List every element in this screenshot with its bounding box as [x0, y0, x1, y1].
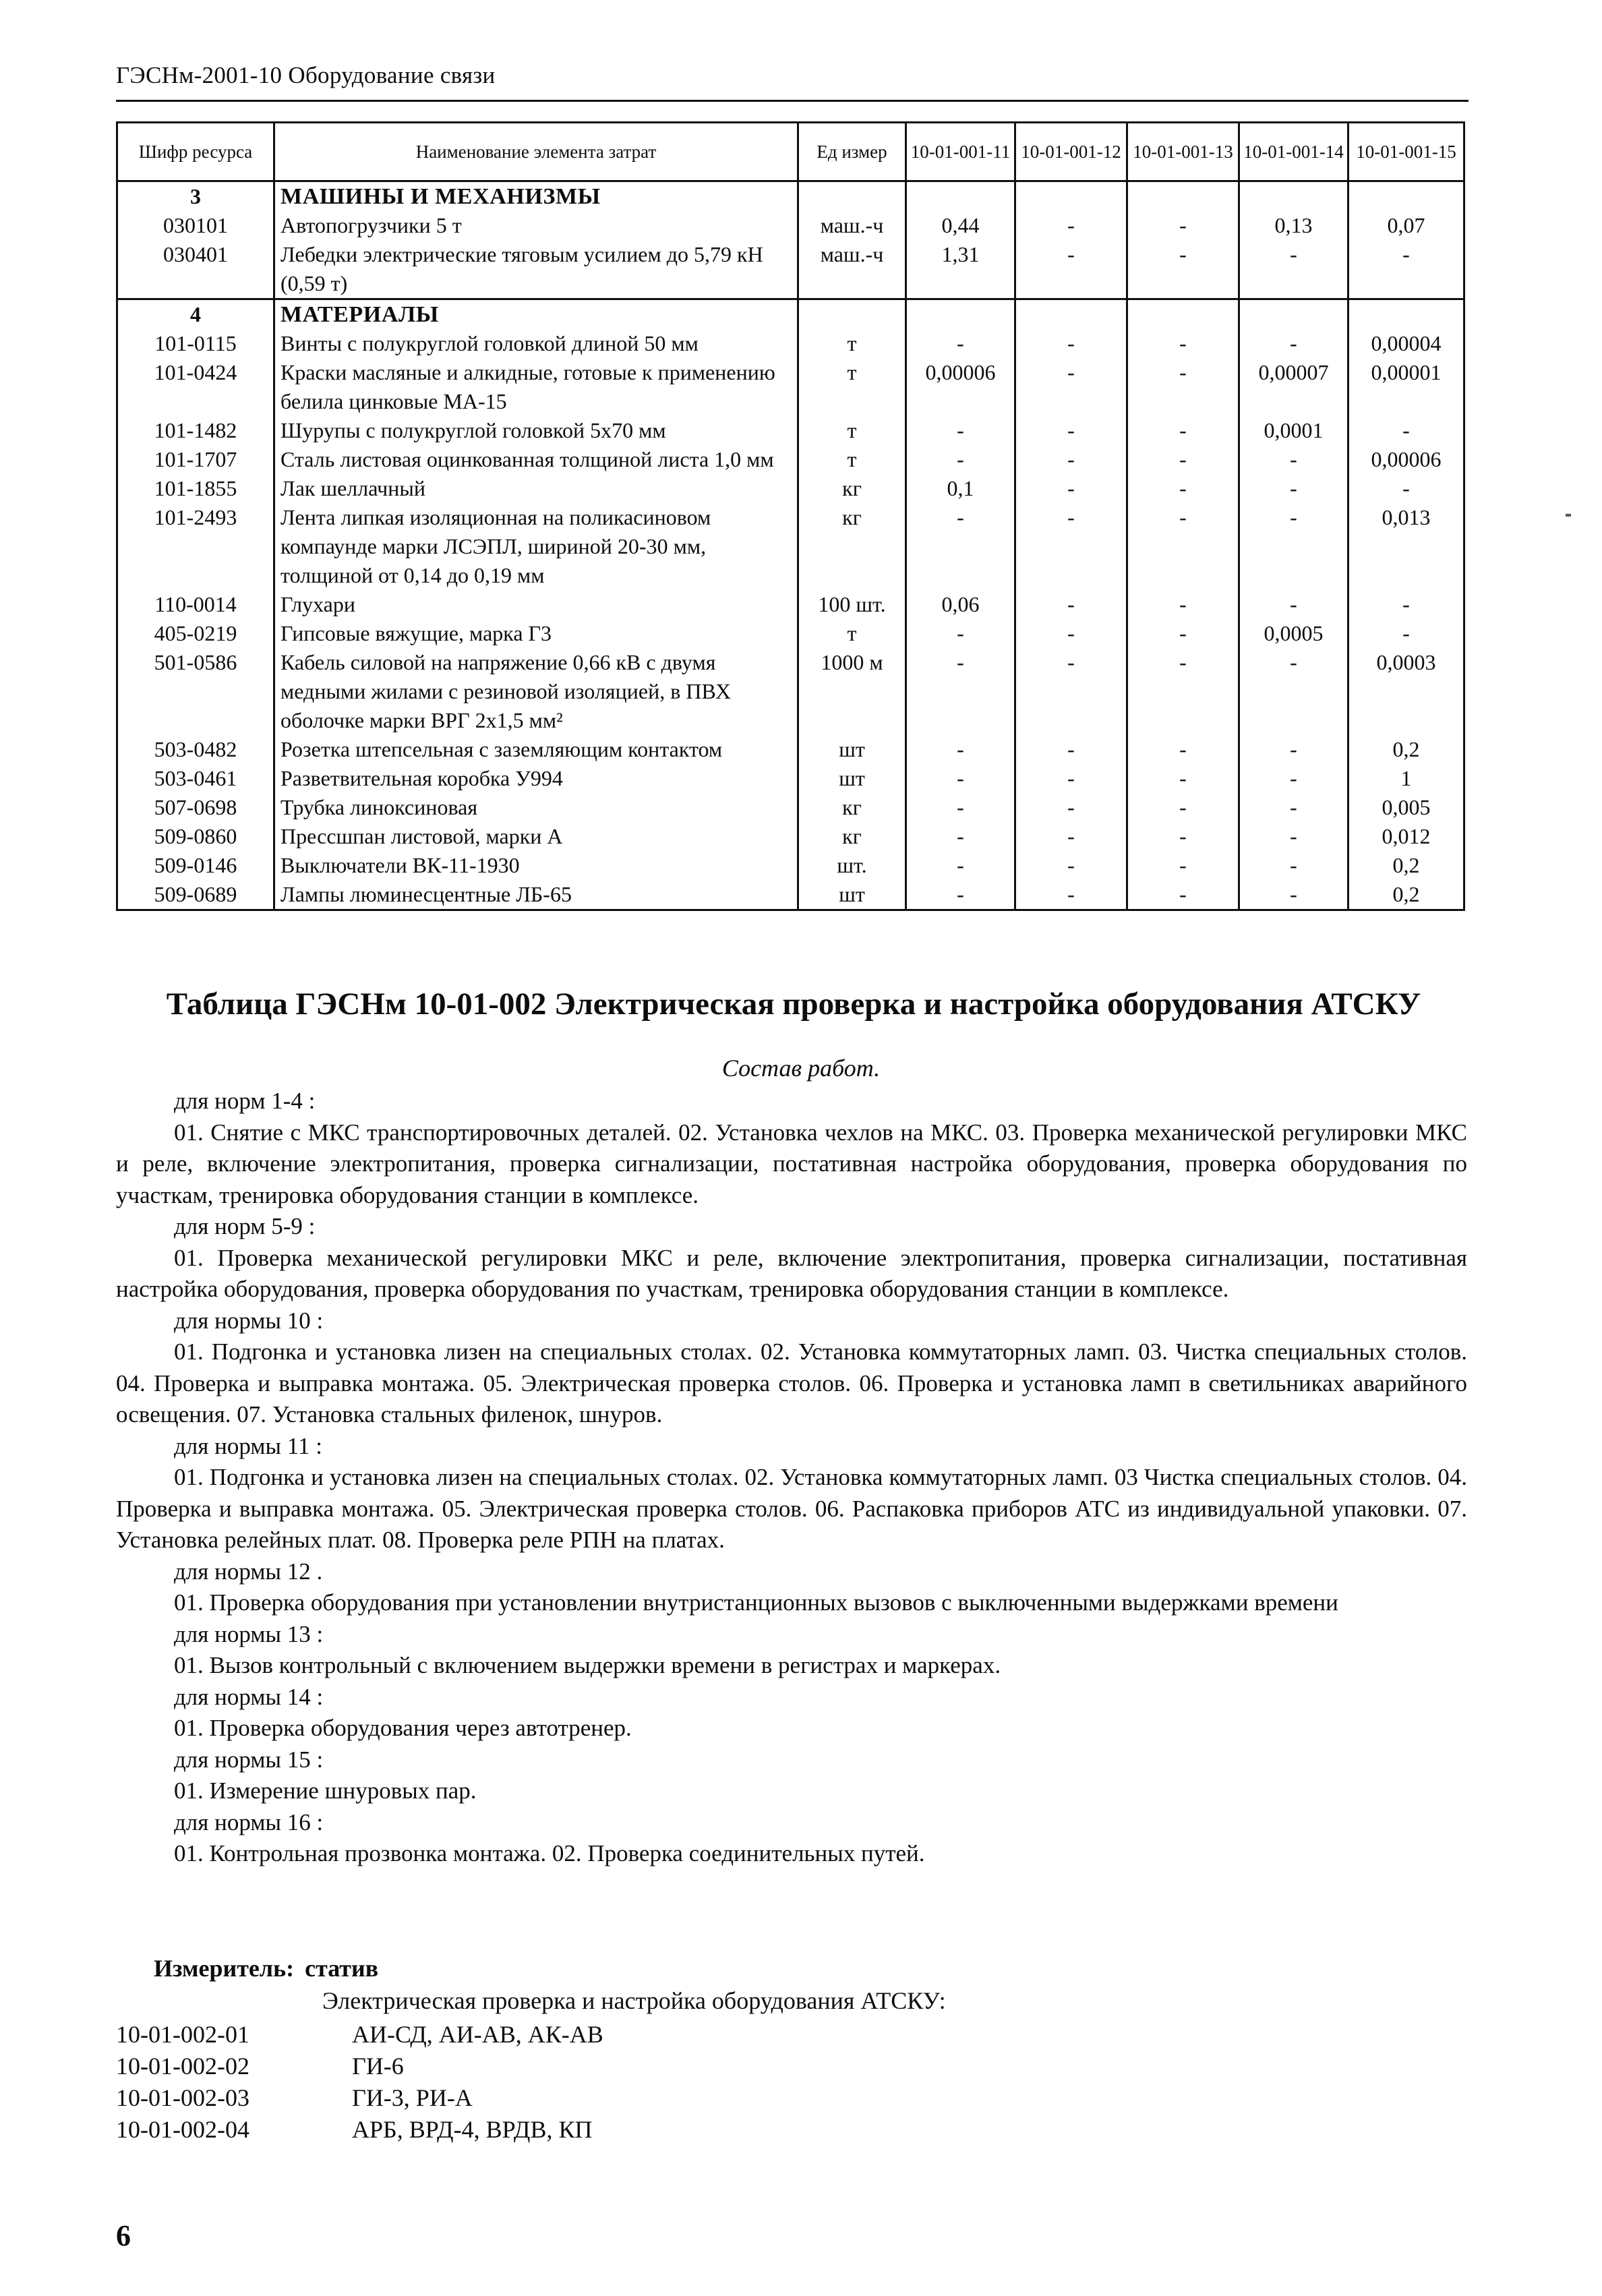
resource-value: 0,13 [1239, 211, 1348, 240]
resource-value: 1,31 [906, 240, 1015, 299]
resource-value: - [1239, 851, 1348, 880]
column-header: 10-01-001-14 [1239, 123, 1348, 181]
resource-value: 0,00006 [1348, 445, 1464, 474]
table-row [117, 474, 1464, 503]
resource-code: 110-0014 [117, 590, 274, 619]
resource-value: - [1239, 880, 1348, 910]
norm-code: 10-01-002-02 [116, 2053, 249, 2080]
section-number: 4 [117, 299, 274, 330]
works-list [116, 1086, 1467, 1870]
resource-value: - [1348, 474, 1464, 503]
resource-value: - [1127, 822, 1239, 851]
resource-code: 509-0860 [117, 822, 274, 851]
resource-value: 0,00006 [906, 358, 1015, 416]
resource-value: - [906, 851, 1015, 880]
resource-name: Сталь листовая оцинкованная толщиной листа 1,0 мм [274, 445, 798, 474]
table-row [117, 793, 1464, 822]
column-header: 10-01-001-15 [1348, 123, 1464, 181]
resource-value: - [1127, 851, 1239, 880]
empty-cell [1015, 299, 1127, 330]
resource-value: - [1127, 329, 1239, 358]
table-row [117, 822, 1464, 851]
list-item [116, 2114, 603, 2146]
table-body [117, 181, 1464, 910]
resource-value: - [1015, 358, 1127, 416]
norm-list [116, 2019, 603, 2146]
running-header: ГЭСНм-2001-10 Оборудование связи [116, 62, 496, 88]
resource-value: - [1239, 735, 1348, 764]
norm-heading: для нормы 16 : [174, 1808, 324, 1835]
resource-name: Лебедки электрические тяговым усилием до 5,79 кН (0,59 т) [274, 240, 798, 299]
resource-unit: кг [798, 793, 906, 822]
resource-value: 1 [1348, 764, 1464, 793]
column-header: Ед измер [798, 123, 906, 181]
norm-heading: для норм 5-9 : [174, 1213, 316, 1239]
norm-heading: для нормы 15 : [174, 1746, 324, 1773]
resource-value: - [1015, 793, 1127, 822]
resource-value: - [1015, 329, 1127, 358]
resource-value: 0,0001 [1239, 416, 1348, 445]
resource-value: - [1239, 445, 1348, 474]
resource-code: 503-0461 [117, 764, 274, 793]
resource-value: 0,0003 [1348, 648, 1464, 735]
resource-value: - [1015, 211, 1127, 240]
table-row [117, 416, 1464, 445]
empty-cell [798, 299, 906, 330]
resource-value: - [1239, 329, 1348, 358]
composition-label: Состав работ. [721, 1055, 881, 1082]
table-row [117, 445, 1464, 474]
norm-name: ГИ-3, РИ-А [352, 2084, 473, 2111]
table-header-row [117, 123, 1464, 181]
empty-cell [906, 181, 1015, 212]
table-row [117, 590, 1464, 619]
resource-unit: шт [798, 764, 906, 793]
resource-code: 101-2493 [117, 503, 274, 590]
resource-value: - [906, 735, 1015, 764]
table-row [117, 764, 1464, 793]
list-item [116, 2019, 603, 2051]
norm-name: АИ-СД, АИ-АВ, АК-АВ [352, 2021, 603, 2048]
resource-value: 0,1 [906, 474, 1015, 503]
table-row [117, 851, 1464, 880]
resource-value: - [906, 445, 1015, 474]
resource-name: Кабель силовой на напряжение 0,66 кВ с двумя медными жилами с резиновой изоляцией, в ПВХ оболочке марки ВРГ 2х1,5 мм² [274, 648, 798, 735]
resource-value: - [1127, 474, 1239, 503]
resource-name: Разветвительная коробка У994 [274, 764, 798, 793]
norm-code: 10-01-002-01 [116, 2021, 249, 2048]
resource-value: - [1127, 416, 1239, 445]
resource-value: - [1015, 735, 1127, 764]
section-number: 3 [117, 181, 274, 212]
resource-unit: кг [798, 503, 906, 590]
resource-code: 101-1855 [117, 474, 274, 503]
resource-value: - [1239, 474, 1348, 503]
resource-value: - [1239, 822, 1348, 851]
section-row [117, 299, 1464, 330]
resource-value: - [1127, 445, 1239, 474]
resource-value: - [1127, 240, 1239, 299]
column-header: 10-01-001-11 [906, 123, 1015, 181]
norm-description: 01. Подгонка и установка лизен на специальных столах. 02. Установка коммутаторных ламп. 03. Чистка специальных столов. 04. Проверка и выправка монтажа. 05. Электрическая проверка столов. 06. Проверка и установка ламп в светильниках аварийного освещения. 07. Установка стальных филенок, шнуров. [116, 1338, 1467, 1427]
resource-value: - [1127, 793, 1239, 822]
resource-value: - [1015, 880, 1127, 910]
resource-value: - [1348, 619, 1464, 648]
resource-value: 0,07 [1348, 211, 1464, 240]
measure-line [154, 1954, 378, 1982]
resource-value: - [906, 619, 1015, 648]
resource-value: - [1015, 416, 1127, 445]
resource-unit: т [798, 416, 906, 445]
resource-name: Розетка штепсельная с заземляющим контактом [274, 735, 798, 764]
resource-value: - [1239, 793, 1348, 822]
norm-name: АРБ, ВРД-4, ВРДВ, КП [352, 2116, 593, 2143]
scan-speck [1566, 514, 1571, 517]
resource-value: - [1239, 590, 1348, 619]
empty-cell [1127, 299, 1239, 330]
empty-cell [1239, 181, 1348, 212]
resource-code: 030101 [117, 211, 274, 240]
resource-value: 0,00001 [1348, 358, 1464, 416]
norm-heading: для нормы 14 : [174, 1683, 324, 1710]
resource-value: 0,0005 [1239, 619, 1348, 648]
resource-value: - [1239, 764, 1348, 793]
resource-unit: 100 шт. [798, 590, 906, 619]
resource-value: - [906, 764, 1015, 793]
resource-value: - [1348, 240, 1464, 299]
resource-code: 101-1707 [117, 445, 274, 474]
resource-unit: шт [798, 880, 906, 910]
resource-value: - [1015, 851, 1127, 880]
section-heading: МАШИНЫ И МЕХАНИЗМЫ [274, 181, 798, 212]
resource-value: - [906, 648, 1015, 735]
resource-name: Лента липкая изоляционная на поликасиновом компаунде марки ЛСЭПЛ, шириной 20-30 мм, толщиной от 0,14 до 0,19 мм [274, 503, 798, 590]
table-row [117, 619, 1464, 648]
resource-value: 0,44 [906, 211, 1015, 240]
column-header: 10-01-001-12 [1015, 123, 1127, 181]
resource-value: - [1348, 416, 1464, 445]
resource-value: - [1015, 240, 1127, 299]
resource-name: Гипсовые вяжущие, марка Г3 [274, 619, 798, 648]
table-row [117, 735, 1464, 764]
resource-value: - [1015, 474, 1127, 503]
resource-unit: т [798, 358, 906, 416]
measure-label: Измеритель: [154, 1955, 295, 1982]
resource-value: - [1015, 764, 1127, 793]
list-item [116, 2051, 603, 2082]
resources-table [116, 121, 1465, 911]
resource-value: - [1127, 590, 1239, 619]
table-row [117, 880, 1464, 910]
page-number: 6 [116, 2219, 131, 2252]
resource-unit: т [798, 619, 906, 648]
resource-value: - [1015, 619, 1127, 648]
resource-code: 509-0146 [117, 851, 274, 880]
resource-name: Автопогрузчики 5 т [274, 211, 798, 240]
resource-value: - [1015, 822, 1127, 851]
resource-name: Винты с полукруглой головкой длиной 50 мм [274, 329, 798, 358]
norm-heading: для нормы 13 : [174, 1620, 324, 1647]
resource-code: 101-0115 [117, 329, 274, 358]
resource-value: 0,012 [1348, 822, 1464, 851]
resource-value: 0,06 [906, 590, 1015, 619]
resource-value: - [906, 822, 1015, 851]
resource-name: Прессшпан листовой, марки А [274, 822, 798, 851]
section-row [117, 181, 1464, 212]
norm-heading: для нормы 11 : [174, 1432, 322, 1459]
table-row [117, 358, 1464, 416]
table-row [117, 503, 1464, 590]
resource-unit: кг [798, 822, 906, 851]
norm-description: 01. Контрольная прозвонка монтажа. 02. Проверка соединительных путей. [174, 1840, 925, 1866]
resource-value: - [1127, 735, 1239, 764]
resource-code: 030401 [117, 240, 274, 299]
empty-cell [798, 181, 906, 212]
empty-cell [1348, 181, 1464, 212]
resource-name: Выключатели ВК-11-1930 [274, 851, 798, 880]
resource-unit: 1000 м [798, 648, 906, 735]
header-rule [116, 100, 1468, 102]
resource-unit: маш.-ч [798, 240, 906, 299]
resource-value: - [1015, 503, 1127, 590]
resource-unit: т [798, 445, 906, 474]
resource-value: 0,2 [1348, 851, 1464, 880]
norm-description: 01. Измерение шнуровых пар. [174, 1777, 477, 1804]
resource-name: Лампы люминесцентные ЛБ-65 [274, 880, 798, 910]
norm-heading: для нормы 12 . [174, 1558, 323, 1585]
resource-value: 0,00004 [1348, 329, 1464, 358]
resource-value: - [1348, 590, 1464, 619]
norm-description: 01. Проверка механической регулировки МКС и реле, включение электропитания, проверка сигнализации, постативная настройка оборудования, проверка оборудования по участкам, тренировка оборудования станции в комплексе. [116, 1244, 1467, 1302]
resource-value: - [1127, 619, 1239, 648]
section-heading: МАТЕРИАЛЫ [274, 299, 798, 330]
resource-value: - [906, 503, 1015, 590]
resource-value: - [906, 880, 1015, 910]
resource-code: 501-0586 [117, 648, 274, 735]
resource-value: - [1015, 445, 1127, 474]
resource-value: - [1127, 211, 1239, 240]
table-row [117, 211, 1464, 240]
table-row [117, 240, 1464, 299]
measure-caption: Электрическая проверка и настройка оборудования АТСКУ: [322, 1987, 946, 2014]
section-title: Таблица ГЭСНм 10-01-002 Электрическая проверка и настройка оборудования АТСКУ [166, 987, 1421, 1022]
empty-cell [1348, 299, 1464, 330]
resource-value: - [1127, 358, 1239, 416]
resource-value: 0,2 [1348, 880, 1464, 910]
resource-code: 509-0689 [117, 880, 274, 910]
resource-unit: шт [798, 735, 906, 764]
resource-value: - [1127, 764, 1239, 793]
resource-code: 405-0219 [117, 619, 274, 648]
norm-description: 01. Проверка оборудования через автотренер. [174, 1715, 632, 1741]
resource-value: - [906, 793, 1015, 822]
resource-value: 0,2 [1348, 735, 1464, 764]
resource-name: Шурупы с полукруглой головкой 5х70 мм [274, 416, 798, 445]
column-header: Наименование элемента затрат [274, 123, 798, 181]
resource-value: 0,013 [1348, 503, 1464, 590]
column-header: 10-01-001-13 [1127, 123, 1239, 181]
resource-value: 0,00007 [1239, 358, 1348, 416]
resource-code: 101-1482 [117, 416, 274, 445]
resource-value: - [906, 329, 1015, 358]
norm-description: 01. Вызов контрольный с включением выдержки времени в регистрах и маркерах. [174, 1652, 1001, 1678]
measure-value: статив [305, 1955, 379, 1982]
list-item [116, 2082, 603, 2114]
norm-description: 01. Проверка оборудования при установлении внутристанционных вызовов с выключенными выдержками времени [174, 1589, 1338, 1616]
norm-name: ГИ-6 [352, 2053, 404, 2080]
norm-description: 01. Снятие с МКС транспортировочных деталей. 02. Установка чехлов на МКС. 03. Проверка механической регулировки МКС и реле, включение электропитания, проверка сигнализации, постативная настройка оборудования, проверка оборудования по участкам, тренировка оборудования станции в комплексе. [116, 1119, 1467, 1208]
norm-code: 10-01-002-03 [116, 2084, 249, 2111]
resource-code: 503-0482 [117, 735, 274, 764]
resource-code: 507-0698 [117, 793, 274, 822]
table-row [117, 329, 1464, 358]
empty-cell [1239, 299, 1348, 330]
resource-value: - [1239, 240, 1348, 299]
resource-value: - [1015, 590, 1127, 619]
norm-heading: для норм 1-4 : [174, 1088, 316, 1114]
table-row [117, 648, 1464, 735]
resource-value: - [1127, 880, 1239, 910]
resource-unit: т [798, 329, 906, 358]
norm-heading: для нормы 10 : [174, 1307, 324, 1334]
resource-value: - [1239, 503, 1348, 590]
resource-code: 101-0424 [117, 358, 274, 416]
empty-cell [1127, 181, 1239, 212]
resource-name: Глухари [274, 590, 798, 619]
resource-value: 0,005 [1348, 793, 1464, 822]
resource-unit: кг [798, 474, 906, 503]
resource-name: Трубка линоксиновая [274, 793, 798, 822]
resource-unit: маш.-ч [798, 211, 906, 240]
norm-code: 10-01-002-04 [116, 2116, 249, 2143]
resource-name: Краски масляные и алкидные, готовые к применению белила цинковые МА-15 [274, 358, 798, 416]
column-header: Шифр ресурса [117, 123, 274, 181]
resource-unit: шт. [798, 851, 906, 880]
resource-value: - [906, 416, 1015, 445]
resource-value: - [1127, 503, 1239, 590]
resource-value: - [1127, 648, 1239, 735]
empty-cell [1015, 181, 1127, 212]
resource-name: Лак шеллачный [274, 474, 798, 503]
resource-value: - [1239, 648, 1348, 735]
resource-value: - [1015, 648, 1127, 735]
norm-description: 01. Подгонка и установка лизен на специальных столах. 02. Установка коммутаторных ламп. 03 Чистка специальных столов. 04. Проверка и выправка монтажа. 05. Электрическая проверка столов. 06. Распаковка приборов АТС из индивидуальной упаковки. 07. Установка релейных плат. 08. Проверка реле РПН на платах. [116, 1464, 1467, 1553]
empty-cell [906, 299, 1015, 330]
